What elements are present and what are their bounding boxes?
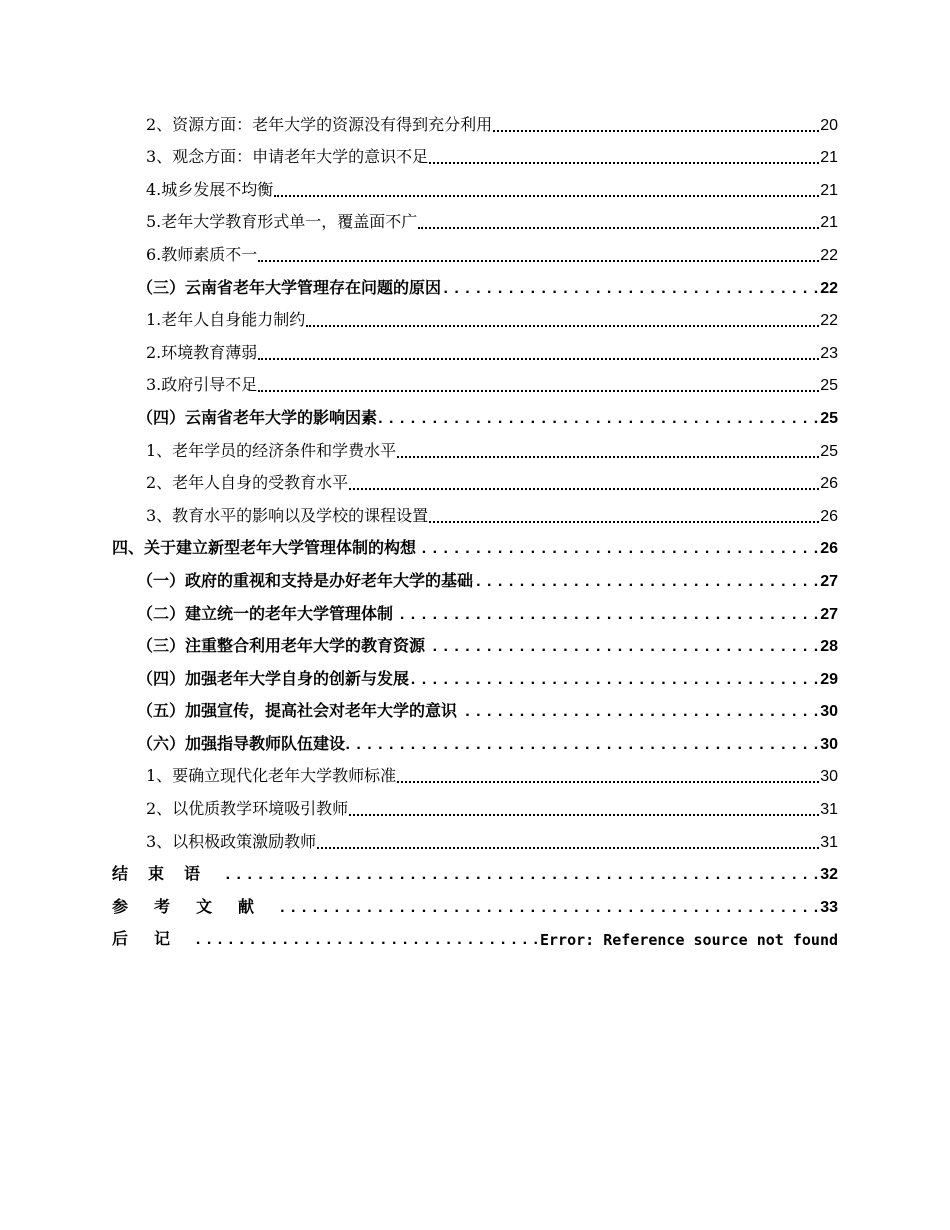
toc-entry-page-number: 30 bbox=[820, 735, 838, 753]
toc-entry[interactable] bbox=[0, 304, 950, 337]
toc-entry[interactable] bbox=[0, 108, 950, 141]
toc-entry-title: 2、老年人自身的受教育水平 bbox=[146, 473, 349, 493]
toc-entry-page-number: 27 bbox=[820, 605, 838, 623]
toc-dot-leader bbox=[474, 573, 819, 591]
toc-entry[interactable] bbox=[0, 467, 950, 500]
toc-entry-page-number: 26 bbox=[820, 507, 838, 525]
toc-entry-page-number: 29 bbox=[820, 670, 838, 688]
toc-entry-page-number: 22 bbox=[820, 246, 838, 264]
table-of-contents bbox=[0, 108, 950, 955]
toc-entry-title: 1.老年人自身能力制约 bbox=[146, 310, 306, 330]
toc-entry[interactable] bbox=[0, 401, 950, 434]
toc-entry-page-number: 23 bbox=[820, 344, 838, 362]
toc-entry-title: 2.环境教育薄弱 bbox=[146, 342, 258, 362]
toc-entry-page-number: 28 bbox=[820, 638, 838, 656]
toc-entry[interactable] bbox=[0, 173, 950, 206]
toc-entry-title: 3、观念方面：申请老年大学的意识不足 bbox=[146, 147, 429, 167]
toc-dot-leader bbox=[429, 517, 819, 523]
toc-entry-page-number: 21 bbox=[820, 214, 838, 232]
toc-entry-page-number: 25 bbox=[820, 409, 838, 427]
toc-entry-title: 3、以积极政策激励教师 bbox=[146, 831, 317, 851]
toc-entry-page-number: 22 bbox=[820, 312, 838, 330]
toc-entry-title: 2、以优质教学环境吸引教师 bbox=[146, 799, 349, 819]
toc-entry-title: （一）政府的重视和支持是办好老年大学的基础 bbox=[137, 572, 474, 590]
toc-entry[interactable] bbox=[0, 141, 950, 174]
toc-dot-leader bbox=[258, 386, 819, 392]
toc-entry[interactable] bbox=[0, 792, 950, 825]
toc-entry[interactable] bbox=[0, 336, 950, 369]
toc-entry[interactable] bbox=[0, 630, 950, 663]
toc-entry[interactable] bbox=[0, 695, 950, 728]
toc-entry[interactable] bbox=[0, 858, 950, 891]
toc-entry[interactable] bbox=[0, 271, 950, 304]
toc-dot-leader bbox=[442, 280, 819, 298]
toc-dot-leader bbox=[274, 191, 819, 197]
toc-entry-title: 5.老年大学教育形式单一，覆盖面不广 bbox=[146, 212, 418, 232]
toc-entry[interactable] bbox=[0, 825, 950, 858]
toc-dot-leader bbox=[418, 223, 819, 229]
toc-dot-leader bbox=[458, 703, 819, 721]
toc-entry-title: （二）建立统一的老年大学管理体制 bbox=[137, 605, 394, 623]
toc-entry-title: （三）云南省老年大学管理存在问题的原因 bbox=[137, 279, 442, 297]
toc-entry-page-number: 30 bbox=[820, 703, 838, 721]
toc-dot-leader bbox=[429, 158, 819, 164]
toc-entry-page-number: 25 bbox=[820, 377, 838, 395]
toc-entry-error-text: Error: Reference source not found bbox=[539, 931, 838, 950]
toc-entry-title: 6.教师素质不一 bbox=[146, 244, 258, 264]
toc-dot-leader bbox=[426, 638, 819, 656]
toc-dot-leader bbox=[349, 484, 819, 490]
toc-dot-leader bbox=[349, 810, 819, 816]
toc-dot-leader bbox=[317, 843, 819, 849]
toc-dot-leader bbox=[394, 606, 819, 624]
toc-entry-page-number: 21 bbox=[820, 149, 838, 167]
toc-entry-title: （四）云南省老年大学的影响因素 bbox=[137, 409, 378, 427]
toc-entry-title: （四）加强老年大学自身的创新与发展 bbox=[137, 670, 410, 688]
toc-entry-page-number: 20 bbox=[820, 116, 838, 134]
toc-dot-leader bbox=[221, 866, 819, 884]
toc-entry[interactable] bbox=[0, 597, 950, 630]
toc-entry[interactable] bbox=[0, 369, 950, 402]
toc-entry[interactable] bbox=[0, 564, 950, 597]
toc-entry[interactable] bbox=[0, 923, 950, 956]
toc-dot-leader bbox=[258, 256, 819, 262]
toc-entry-page-number: 30 bbox=[820, 768, 838, 786]
toc-dot-leader bbox=[493, 126, 819, 132]
toc-entry[interactable] bbox=[0, 499, 950, 532]
toc-dot-leader bbox=[281, 899, 819, 917]
toc-dot-leader bbox=[306, 321, 819, 327]
toc-entry[interactable] bbox=[0, 727, 950, 760]
toc-entry-title: 1、要确立现代化老年大学教师标准 bbox=[146, 766, 397, 786]
toc-dot-leader bbox=[378, 410, 819, 428]
toc-entry-page-number: 33 bbox=[820, 898, 838, 916]
toc-entry[interactable] bbox=[0, 890, 950, 923]
toc-dot-leader bbox=[197, 931, 539, 949]
toc-entry-title: 结束语 bbox=[112, 866, 221, 884]
toc-dot-leader bbox=[346, 736, 819, 754]
toc-entry-page-number: 25 bbox=[820, 442, 838, 460]
toc-entry[interactable] bbox=[0, 532, 950, 565]
toc-entry-title: （五）加强宣传，提高社会对老年大学的意识 bbox=[137, 703, 458, 721]
toc-entry-title: （三）注重整合利用老年大学的教育资源 bbox=[137, 638, 426, 656]
toc-dot-leader bbox=[258, 354, 819, 360]
toc-entry-title: 后记 bbox=[112, 931, 197, 949]
toc-entry-page-number: 26 bbox=[820, 540, 838, 558]
toc-entry[interactable] bbox=[0, 662, 950, 695]
toc-dot-leader bbox=[397, 777, 819, 783]
toc-entry-title: 2、资源方面：老年大学的资源没有得到充分利用 bbox=[146, 114, 493, 134]
toc-entry-page-number: 26 bbox=[820, 475, 838, 493]
toc-entry-page-number: 21 bbox=[820, 181, 838, 199]
toc-dot-leader bbox=[417, 540, 819, 558]
toc-entry-title: 四、关于建立新型老年大学管理体制的构想 bbox=[112, 540, 417, 558]
toc-entry-title: 3.政府引导不足 bbox=[146, 375, 258, 395]
toc-entry[interactable] bbox=[0, 434, 950, 467]
toc-entry-page-number: 31 bbox=[820, 833, 838, 851]
toc-entry-title: 1、老年学员的经济条件和学费水平 bbox=[146, 440, 397, 460]
toc-entry[interactable] bbox=[0, 206, 950, 239]
toc-entry[interactable] bbox=[0, 760, 950, 793]
toc-entry-title: （六）加强指导教师队伍建设 bbox=[137, 735, 346, 753]
toc-entry-page-number: 27 bbox=[820, 572, 838, 590]
toc-entry-page-number: 32 bbox=[820, 866, 838, 884]
toc-entry-page-number: 31 bbox=[820, 801, 838, 819]
toc-entry-title: 4.城乡发展不均衡 bbox=[146, 179, 274, 199]
toc-entry[interactable] bbox=[0, 238, 950, 271]
toc-dot-leader bbox=[410, 671, 819, 689]
toc-dot-leader bbox=[397, 452, 819, 458]
toc-entry-title: 3、教育水平的影响以及学校的课程设置 bbox=[146, 505, 429, 525]
toc-entry-title: 参考文献 bbox=[112, 898, 281, 916]
toc-entry-page-number: 22 bbox=[820, 279, 838, 297]
